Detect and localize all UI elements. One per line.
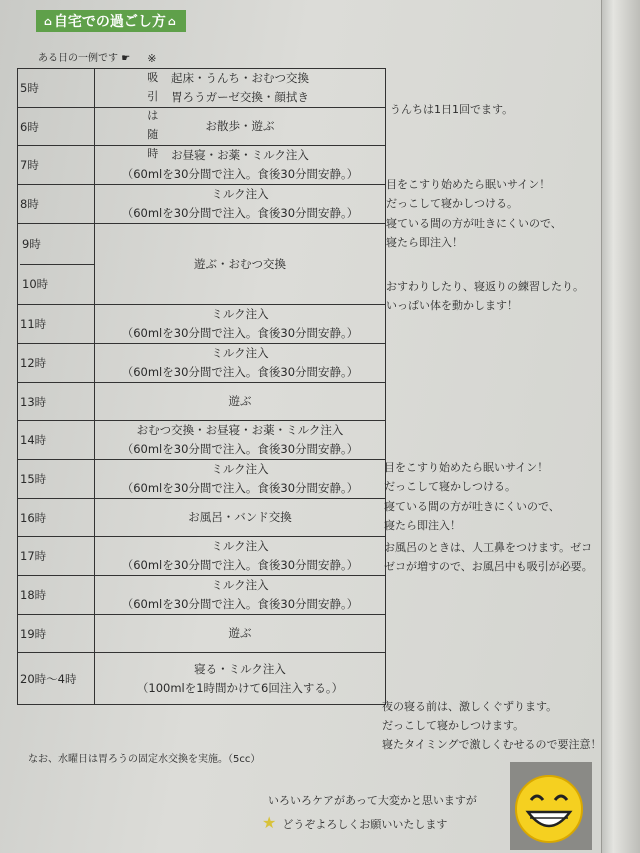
- smiley-face-icon: [514, 774, 584, 844]
- activity-cell: [95, 344, 386, 383]
- hour-cell: 18時: [18, 576, 95, 615]
- hour-cell: 20時～4時: [18, 653, 95, 705]
- activity-line: 遊ぶ: [228, 394, 252, 408]
- schedule-row: [18, 537, 386, 576]
- note-night: 夜の寝る前は、激しくぐずります。 だっこして寝かしつけます。 寝たタイミングで激しくむせるので要注意！: [382, 700, 602, 751]
- activity-line: 遊ぶ・おむつ交換: [194, 256, 286, 271]
- activity-line: お風呂・バンド交換: [188, 510, 292, 524]
- schedule-row: [18, 421, 386, 460]
- activity-line: ミルク注入: [211, 307, 269, 321]
- activity-line: ミルク注入: [211, 187, 269, 201]
- schedule-row: [18, 615, 386, 653]
- hour-cell: 15時: [18, 460, 95, 499]
- activity-cell: [95, 305, 386, 344]
- activity-cell: [95, 576, 386, 615]
- activity-line: おむつ交換・お昼寝・お薬・ミルク注入: [136, 423, 344, 437]
- activity-line: （60mlを30分間で注入。食後30分間安静。）: [121, 481, 359, 495]
- note-exercise: おすわりしたり、寝返りの練習したり。 いっぱい体を動かします！: [386, 280, 584, 312]
- schedule-row: [18, 224, 386, 305]
- schedule-row: [18, 108, 386, 146]
- activity-cell: [95, 383, 386, 421]
- activity-line: 起床・うんち・おむつ交換: [171, 71, 309, 85]
- house-icon: ⌂: [167, 14, 176, 28]
- activity-cell: [95, 185, 386, 224]
- activity-line: （60mlを30分間で注入。食後30分間安静。）: [121, 558, 359, 572]
- closing-line-2: どうぞよろしくお願いいたします: [282, 818, 448, 831]
- schedule-row: [18, 305, 386, 344]
- hour-cell: 5時: [18, 69, 95, 108]
- hour-cell: [18, 224, 95, 305]
- activity-line: （60mlを30分間で注入。食後30分間安静。）: [121, 167, 359, 181]
- hour-cell: 16時: [18, 499, 95, 537]
- activity-cell: [95, 615, 386, 653]
- hour-cell: 7時: [18, 146, 95, 185]
- star-icon: ★: [262, 813, 277, 832]
- activity-cell: [95, 146, 386, 185]
- note-sleepy-sign: 目をこすり始めたら眠いサイン！ だっこして寝かしつける。: [386, 178, 551, 210]
- schedule-row: [18, 460, 386, 499]
- suction-note: ※吸引は随時: [147, 52, 159, 160]
- closing-message: [262, 790, 477, 836]
- schedule-row: [18, 576, 386, 615]
- closing-line-1: いろいろケアがあって大変かと思いますが: [268, 794, 477, 807]
- schedule-row: [18, 69, 386, 108]
- schedule-table: [17, 68, 386, 705]
- activity-line: お散歩・遊ぶ: [205, 119, 275, 133]
- activity-cell: [95, 108, 386, 146]
- activity-cell: [95, 421, 386, 460]
- footnote: なお、水曜日は胃ろうの固定水交換を実施。（5cc）: [28, 754, 261, 765]
- activity-line: （60mlを30分間で注入。食後30分間安静。）: [121, 442, 359, 456]
- activity-line: （60mlを30分間で注入。食後30分間安静。）: [121, 326, 359, 340]
- activity-line: 胃ろうガーゼ交換・顔拭き: [171, 90, 309, 104]
- activity-cell: [95, 69, 386, 108]
- activity-line: ミルク注入: [211, 539, 269, 553]
- schedule-row: [18, 185, 386, 224]
- subtitle-text: ある日の一例です: [38, 53, 118, 64]
- activity-cell: [95, 460, 386, 499]
- hour-cell: 6時: [18, 108, 95, 146]
- schedule-row: [18, 653, 386, 705]
- activity-line: 遊ぶ: [228, 626, 252, 640]
- schedule-row: [18, 383, 386, 421]
- schedule-row: [18, 344, 386, 383]
- note-sleepy-sign-2: 目をこすり始めたら眠いサイン！ だっこして寝かしつける。: [384, 461, 549, 493]
- hour-cell: 8時: [18, 185, 95, 224]
- activity-line: （100mlを1時間かけて6回注入する。）: [136, 680, 344, 695]
- activity-cell: [95, 224, 386, 305]
- schedule-row: [18, 146, 386, 185]
- hour-cell: 17時: [18, 537, 95, 576]
- note-stool: うんちは1日1回でます。: [390, 103, 514, 116]
- hour-cell: 11時: [18, 305, 95, 344]
- next-page-edge: [601, 0, 640, 853]
- pointing-hand-icon: ☛: [121, 53, 131, 64]
- hour-label: 10時: [22, 277, 49, 292]
- activity-line: ミルク注入: [211, 462, 269, 476]
- schedule-row: [18, 499, 386, 537]
- activity-line: （60mlを30分間で注入。食後30分間安静。）: [121, 597, 359, 611]
- hour-cell: 19時: [18, 615, 95, 653]
- hour-cell: 14時: [18, 421, 95, 460]
- note-inject-asleep: 寝ている間の方が吐きにくいので、 寝たら即注入！: [386, 217, 562, 249]
- note-inject-asleep-2: 寝ている間の方が吐きにくいので、 寝たら即注入！: [384, 500, 560, 532]
- activity-line: （60mlを30分間で注入。食後30分間安静。）: [121, 365, 359, 379]
- activity-line: ミルク注入: [211, 578, 269, 592]
- house-icon: ⌂: [44, 14, 52, 28]
- activity-line: （60mlを30分間で注入。食後30分間安静。）: [121, 206, 359, 220]
- activity-line: 寝る・ミルク注入: [194, 661, 286, 676]
- page-title: 自宅での過ごし方: [53, 14, 166, 30]
- title-banner: [36, 10, 186, 32]
- hour-cell: 12時: [18, 344, 95, 383]
- hour-cell: 13時: [18, 383, 95, 421]
- note-bath: お風呂のときは、人工鼻をつけます。ゼコ ゼコが増すので、お風呂中も吸引が必要。: [384, 541, 593, 573]
- activity-line: ミルク注入: [211, 346, 269, 360]
- hour-label: 9時: [20, 224, 94, 265]
- activity-cell: [95, 653, 386, 705]
- subtitle: [38, 49, 159, 160]
- activity-cell: [95, 499, 386, 537]
- activity-cell: [95, 537, 386, 576]
- activity-line: お昼寝・お薬・ミルク注入: [171, 148, 309, 162]
